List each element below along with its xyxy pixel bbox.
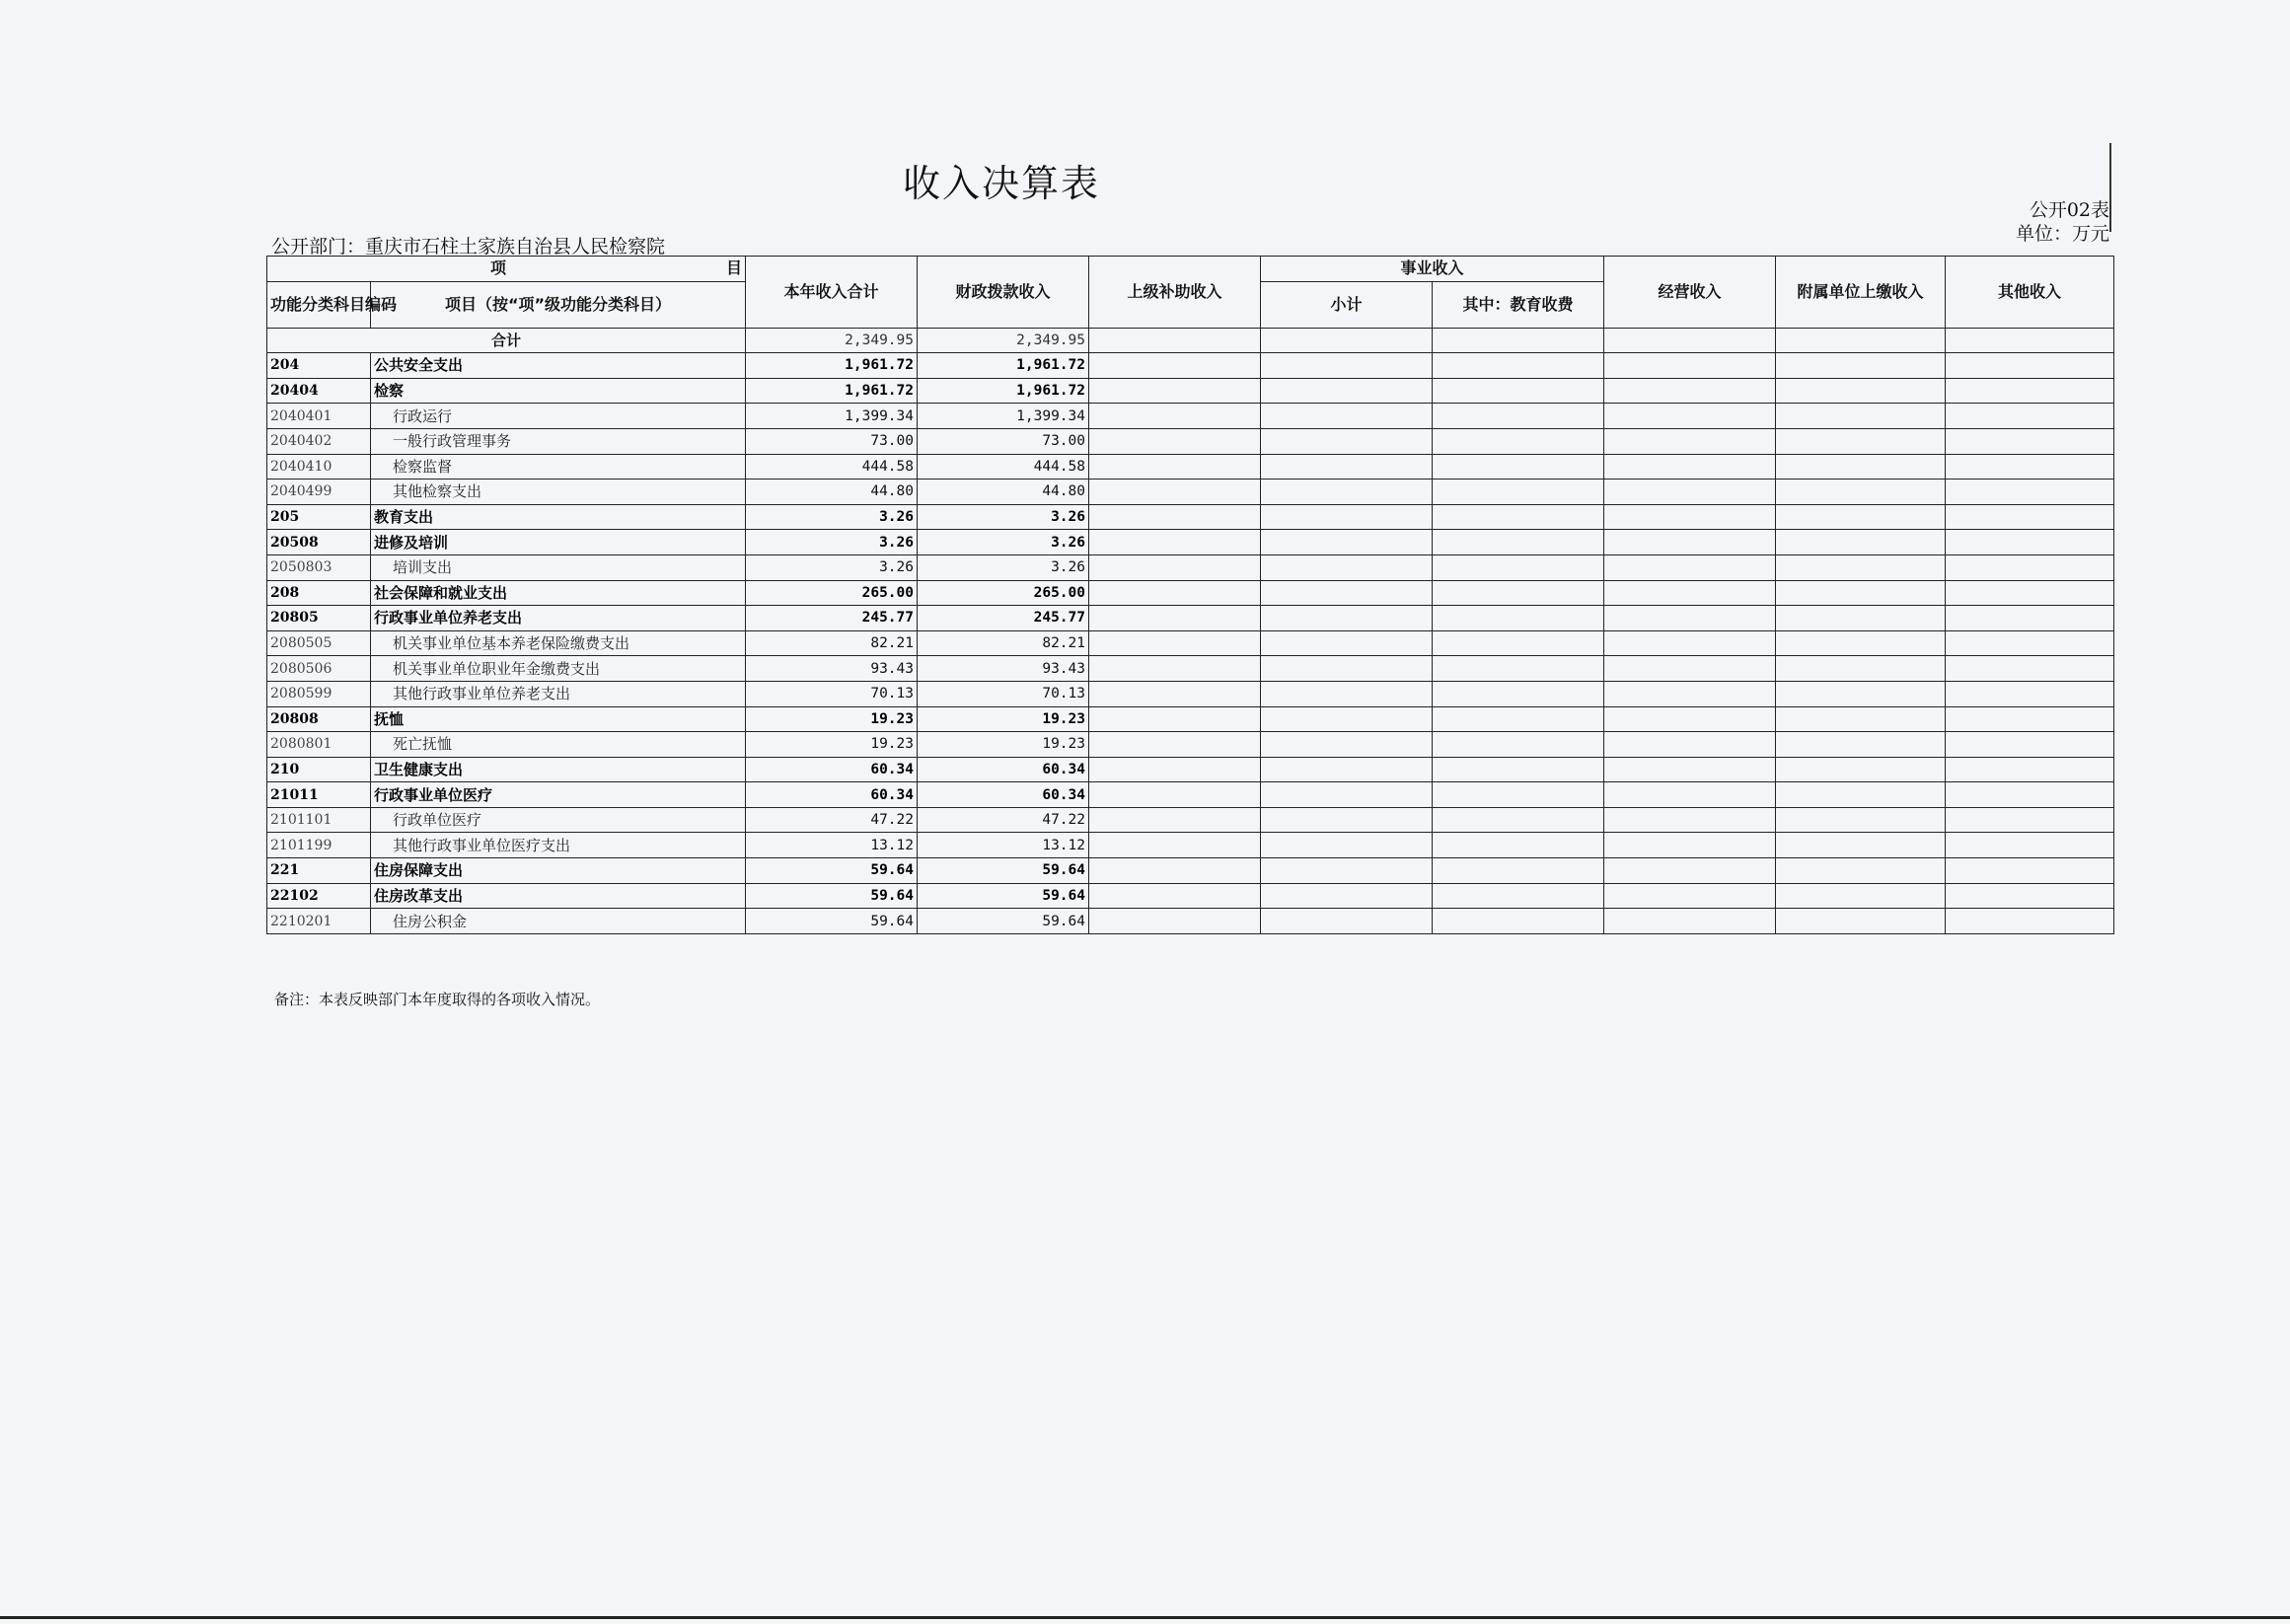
- row-total-income: 1,961.72: [746, 353, 918, 379]
- table-row: [267, 530, 2114, 555]
- row-name: 死亡抚恤: [371, 732, 746, 758]
- header-subtotal: 小计: [1261, 281, 1433, 328]
- empty-cell: [1946, 480, 2114, 505]
- row-total-income: 13.12: [746, 833, 918, 858]
- row-name: 抚恤: [371, 706, 746, 732]
- row-fiscal: 70.13: [918, 681, 1089, 706]
- table-row: [267, 353, 2114, 379]
- income-table: [266, 256, 2114, 934]
- empty-cell: [1089, 909, 1261, 934]
- empty-cell: [1776, 858, 1946, 884]
- header-name: 项目（按“项”级功能分类科目）: [371, 281, 746, 328]
- empty-cell: [1261, 428, 1433, 454]
- row-code: 20808: [267, 706, 371, 732]
- empty-cell: [1776, 353, 1946, 379]
- empty-cell: [1261, 404, 1433, 429]
- row-fiscal: 59.64: [918, 909, 1089, 934]
- empty-cell: [1261, 681, 1433, 706]
- row-total-income: 245.77: [746, 606, 918, 631]
- row-fiscal: 60.34: [918, 757, 1089, 782]
- row-total-income: 265.00: [746, 580, 918, 606]
- empty-cell: [1089, 656, 1261, 682]
- row-name: 一般行政管理事务: [371, 428, 746, 454]
- empty-cell: [1946, 630, 2114, 656]
- page-edge-line: [2109, 143, 2111, 232]
- empty-cell: [1776, 504, 1946, 530]
- empty-cell: [1089, 454, 1261, 480]
- row-total-income: 3.26: [746, 504, 918, 530]
- empty-cell: [1261, 706, 1433, 732]
- row-fiscal: 444.58: [918, 454, 1089, 480]
- empty-cell: [1089, 732, 1261, 758]
- row-total-income: 3.26: [746, 530, 918, 555]
- empty-cell: [1604, 858, 1776, 884]
- header-superior-subsidy: 上级补助收入: [1089, 257, 1261, 329]
- empty-cell: [1261, 580, 1433, 606]
- row-fiscal: 19.23: [918, 706, 1089, 732]
- row-code: 2080599: [267, 681, 371, 706]
- empty-cell: [1261, 353, 1433, 379]
- unit-label: 单位：万元: [2015, 223, 2109, 245]
- empty-cell: [1776, 656, 1946, 682]
- footnote: 备注：本表反映部门本年度取得的各项收入情况。: [274, 991, 601, 1008]
- empty-cell: [1604, 404, 1776, 429]
- empty-cell: [1776, 554, 1946, 580]
- header-other-income: 其他收入: [1946, 257, 2114, 329]
- empty-cell: [1776, 681, 1946, 706]
- page-bottom-line: [0, 1616, 2290, 1619]
- header-education-fees: 其中：教育收费: [1433, 281, 1604, 328]
- empty-cell: [1776, 404, 1946, 429]
- header-operating-income: 经营收入: [1604, 257, 1776, 329]
- empty-cell: [1776, 378, 1946, 404]
- table-row: [267, 706, 2114, 732]
- row-code: 20404: [267, 378, 371, 404]
- empty-cell: [1776, 706, 1946, 732]
- empty-cell: [1433, 833, 1604, 858]
- row-name: 检察: [371, 378, 746, 404]
- empty-cell: [1089, 554, 1261, 580]
- row-code: 204: [267, 353, 371, 379]
- empty-cell: [1604, 353, 1776, 379]
- empty-cell: [1433, 404, 1604, 429]
- table-row: [267, 580, 2114, 606]
- row-fiscal: 73.00: [918, 428, 1089, 454]
- row-code: 2080505: [267, 630, 371, 656]
- table-row: [267, 909, 2114, 934]
- empty-cell: [1089, 404, 1261, 429]
- row-fiscal: 19.23: [918, 732, 1089, 758]
- empty-cell: [1604, 454, 1776, 480]
- row-code: 2040401: [267, 404, 371, 429]
- empty-cell: [1089, 757, 1261, 782]
- row-name: 住房公积金: [371, 909, 746, 934]
- row-code: 20508: [267, 530, 371, 555]
- row-name: 行政事业单位医疗: [371, 782, 746, 808]
- row-fiscal: 265.00: [918, 580, 1089, 606]
- row-code: 2040410: [267, 454, 371, 480]
- row-name: 行政运行: [371, 404, 746, 429]
- empty-cell: [1604, 782, 1776, 808]
- row-name: 其他行政事业单位医疗支出: [371, 833, 746, 858]
- table-row: [267, 454, 2114, 480]
- row-fiscal: 59.64: [918, 883, 1089, 909]
- empty-cell: [1089, 606, 1261, 631]
- row-total-income: 59.64: [746, 883, 918, 909]
- row-total-income: 60.34: [746, 757, 918, 782]
- empty-cell: [1776, 328, 1946, 353]
- empty-cell: [1433, 630, 1604, 656]
- row-total-income: 3.26: [746, 554, 918, 580]
- empty-cell: [1776, 480, 1946, 505]
- row-name: 社会保障和就业支出: [371, 580, 746, 606]
- empty-cell: [1261, 807, 1433, 833]
- empty-cell: [1089, 858, 1261, 884]
- row-fiscal: 3.26: [918, 504, 1089, 530]
- empty-cell: [1604, 328, 1776, 353]
- empty-cell: [1604, 630, 1776, 656]
- empty-cell: [1776, 630, 1946, 656]
- table-row: [267, 606, 2114, 631]
- empty-cell: [1089, 706, 1261, 732]
- empty-cell: [1089, 782, 1261, 808]
- empty-cell: [1433, 706, 1604, 732]
- row-fiscal: 245.77: [918, 606, 1089, 631]
- row-name: 行政单位医疗: [371, 807, 746, 833]
- form-number: 公开02表: [2029, 199, 2109, 221]
- row-code: 2080801: [267, 732, 371, 758]
- row-name: 进修及培训: [371, 530, 746, 555]
- row-name: 住房改革支出: [371, 883, 746, 909]
- table-row: [267, 504, 2114, 530]
- empty-cell: [1946, 530, 2114, 555]
- empty-cell: [1089, 353, 1261, 379]
- row-name: 机关事业单位基本养老保险缴费支出: [371, 630, 746, 656]
- empty-cell: [1946, 378, 2114, 404]
- empty-cell: [1261, 757, 1433, 782]
- row-total-income: 59.64: [746, 858, 918, 884]
- empty-cell: [1946, 782, 2114, 808]
- table-row: [267, 404, 2114, 429]
- empty-cell: [1261, 883, 1433, 909]
- empty-cell: [1604, 706, 1776, 732]
- empty-cell: [1776, 530, 1946, 555]
- row-total-income: 44.80: [746, 480, 918, 505]
- empty-cell: [1089, 580, 1261, 606]
- empty-cell: [1261, 606, 1433, 631]
- empty-cell: [1604, 732, 1776, 758]
- row-total-income: 73.00: [746, 428, 918, 454]
- empty-cell: [1433, 504, 1604, 530]
- header-item: [267, 257, 746, 282]
- empty-cell: [1604, 681, 1776, 706]
- row-code: 2101101: [267, 807, 371, 833]
- row-code: 22102: [267, 883, 371, 909]
- empty-cell: [1433, 757, 1604, 782]
- row-fiscal: 44.80: [918, 480, 1089, 505]
- empty-cell: [1433, 428, 1604, 454]
- empty-cell: [1089, 328, 1261, 353]
- empty-cell: [1946, 404, 2114, 429]
- empty-cell: [1604, 656, 1776, 682]
- row-total-income: 59.64: [746, 909, 918, 934]
- table-row: [267, 833, 2114, 858]
- empty-cell: [1089, 883, 1261, 909]
- header-total-income: 本年收入合计: [746, 257, 918, 329]
- row-total-income: 444.58: [746, 454, 918, 480]
- empty-cell: [1433, 681, 1604, 706]
- empty-cell: [1946, 428, 2114, 454]
- row-total-income: 60.34: [746, 782, 918, 808]
- row-fiscal: 60.34: [918, 782, 1089, 808]
- empty-cell: [1261, 378, 1433, 404]
- row-total-income: 1,399.34: [746, 404, 918, 429]
- empty-cell: [1261, 328, 1433, 353]
- empty-cell: [1946, 328, 2114, 353]
- row-total-income: 19.23: [746, 706, 918, 732]
- table-row: [267, 656, 2114, 682]
- empty-cell: [1604, 807, 1776, 833]
- empty-cell: [1946, 833, 2114, 858]
- header-affiliated-income: 附属单位上缴收入: [1776, 257, 1946, 329]
- row-name: 行政事业单位养老支出: [371, 606, 746, 631]
- empty-cell: [1089, 504, 1261, 530]
- empty-cell: [1089, 530, 1261, 555]
- row-fiscal: 59.64: [918, 858, 1089, 884]
- empty-cell: [1946, 554, 2114, 580]
- empty-cell: [1261, 504, 1433, 530]
- empty-cell: [1089, 630, 1261, 656]
- row-total-income: 82.21: [746, 630, 918, 656]
- empty-cell: [1433, 909, 1604, 934]
- page-title: 收入决算表: [902, 162, 1100, 205]
- table-row: [267, 807, 2114, 833]
- row-fiscal: 3.26: [918, 530, 1089, 555]
- empty-cell: [1433, 353, 1604, 379]
- header-xiang: 项: [489, 258, 506, 278]
- empty-cell: [1433, 328, 1604, 353]
- row-code: 21011: [267, 782, 371, 808]
- empty-cell: [1946, 909, 2114, 934]
- total-fiscal-value: 2,349.95: [918, 328, 1089, 353]
- header-mu: 目: [725, 258, 742, 278]
- table-row: [267, 428, 2114, 454]
- row-code: 2040402: [267, 428, 371, 454]
- row-total-income: 93.43: [746, 656, 918, 682]
- empty-cell: [1776, 883, 1946, 909]
- empty-cell: [1433, 858, 1604, 884]
- empty-cell: [1089, 681, 1261, 706]
- header-code: 功能分类科目编码: [267, 281, 371, 328]
- empty-cell: [1604, 530, 1776, 555]
- empty-cell: [1433, 530, 1604, 555]
- table-row: [267, 630, 2114, 656]
- empty-cell: [1433, 883, 1604, 909]
- row-name: 其他检察支出: [371, 480, 746, 505]
- empty-cell: [1946, 606, 2114, 631]
- row-code: 2101199: [267, 833, 371, 858]
- row-fiscal: 1,961.72: [918, 353, 1089, 379]
- empty-cell: [1776, 454, 1946, 480]
- empty-cell: [1604, 883, 1776, 909]
- empty-cell: [1946, 883, 2114, 909]
- empty-cell: [1946, 681, 2114, 706]
- row-fiscal: 82.21: [918, 630, 1089, 656]
- row-name: 培训支出: [371, 554, 746, 580]
- empty-cell: [1776, 807, 1946, 833]
- header-fiscal: 财政拨款收入: [918, 257, 1089, 329]
- empty-cell: [1089, 480, 1261, 505]
- empty-cell: [1261, 554, 1433, 580]
- row-code: 221: [267, 858, 371, 884]
- row-name: 卫生健康支出: [371, 757, 746, 782]
- department-label: 公开部门：重庆市石柱土家族自治县人民检察院: [271, 236, 666, 258]
- table-row: [267, 732, 2114, 758]
- empty-cell: [1433, 580, 1604, 606]
- empty-cell: [1433, 782, 1604, 808]
- row-total-income: 19.23: [746, 732, 918, 758]
- row-name: 教育支出: [371, 504, 746, 530]
- table-row: [267, 757, 2114, 782]
- empty-cell: [1946, 504, 2114, 530]
- empty-cell: [1776, 909, 1946, 934]
- row-fiscal: 13.12: [918, 833, 1089, 858]
- empty-cell: [1776, 732, 1946, 758]
- empty-cell: [1946, 732, 2114, 758]
- table-row: [267, 782, 2114, 808]
- empty-cell: [1433, 807, 1604, 833]
- row-name: 公共安全支出: [371, 353, 746, 379]
- row-code: 2080506: [267, 656, 371, 682]
- table-row: [267, 858, 2114, 884]
- empty-cell: [1433, 606, 1604, 631]
- total-income-value: 2,349.95: [746, 328, 918, 353]
- empty-cell: [1433, 454, 1604, 480]
- empty-cell: [1946, 656, 2114, 682]
- row-code: 2050803: [267, 554, 371, 580]
- empty-cell: [1604, 580, 1776, 606]
- total-row: [267, 328, 2114, 353]
- row-fiscal: 1,399.34: [918, 404, 1089, 429]
- empty-cell: [1261, 454, 1433, 480]
- empty-cell: [1604, 378, 1776, 404]
- row-code: 2210201: [267, 909, 371, 934]
- table-row: [267, 883, 2114, 909]
- table-row: [267, 378, 2114, 404]
- empty-cell: [1946, 353, 2114, 379]
- row-code: 20805: [267, 606, 371, 631]
- row-code: 2040499: [267, 480, 371, 505]
- empty-cell: [1261, 656, 1433, 682]
- row-code: 210: [267, 757, 371, 782]
- empty-cell: [1261, 858, 1433, 884]
- empty-cell: [1604, 428, 1776, 454]
- empty-cell: [1776, 757, 1946, 782]
- empty-cell: [1946, 580, 2114, 606]
- row-fiscal: 93.43: [918, 656, 1089, 682]
- empty-cell: [1946, 858, 2114, 884]
- row-code: 205: [267, 504, 371, 530]
- table-row: [267, 554, 2114, 580]
- empty-cell: [1946, 807, 2114, 833]
- empty-cell: [1946, 454, 2114, 480]
- empty-cell: [1261, 530, 1433, 555]
- empty-cell: [1946, 757, 2114, 782]
- empty-cell: [1261, 732, 1433, 758]
- empty-cell: [1261, 782, 1433, 808]
- empty-cell: [1776, 782, 1946, 808]
- row-total-income: 70.13: [746, 681, 918, 706]
- empty-cell: [1261, 630, 1433, 656]
- row-total-income: 1,961.72: [746, 378, 918, 404]
- empty-cell: [1089, 428, 1261, 454]
- empty-cell: [1261, 909, 1433, 934]
- row-code: 208: [267, 580, 371, 606]
- empty-cell: [1089, 378, 1261, 404]
- empty-cell: [1946, 706, 2114, 732]
- empty-cell: [1776, 833, 1946, 858]
- header-business-income: 事业收入: [1261, 257, 1604, 282]
- empty-cell: [1261, 833, 1433, 858]
- empty-cell: [1089, 833, 1261, 858]
- row-fiscal: 1,961.72: [918, 378, 1089, 404]
- total-label: 合计: [267, 328, 746, 353]
- empty-cell: [1604, 606, 1776, 631]
- empty-cell: [1433, 480, 1604, 505]
- empty-cell: [1776, 580, 1946, 606]
- empty-cell: [1604, 909, 1776, 934]
- row-name: 住房保障支出: [371, 858, 746, 884]
- empty-cell: [1261, 480, 1433, 505]
- empty-cell: [1604, 480, 1776, 505]
- empty-cell: [1433, 554, 1604, 580]
- table-row: [267, 681, 2114, 706]
- empty-cell: [1604, 757, 1776, 782]
- empty-cell: [1089, 807, 1261, 833]
- empty-cell: [1604, 504, 1776, 530]
- row-name: 机关事业单位职业年金缴费支出: [371, 656, 746, 682]
- empty-cell: [1433, 656, 1604, 682]
- row-fiscal: 47.22: [918, 807, 1089, 833]
- empty-cell: [1604, 554, 1776, 580]
- empty-cell: [1433, 732, 1604, 758]
- empty-cell: [1776, 606, 1946, 631]
- table-row: [267, 480, 2114, 505]
- row-total-income: 47.22: [746, 807, 918, 833]
- empty-cell: [1433, 378, 1604, 404]
- row-name: 检察监督: [371, 454, 746, 480]
- empty-cell: [1776, 428, 1946, 454]
- row-fiscal: 3.26: [918, 554, 1089, 580]
- row-name: 其他行政事业单位养老支出: [371, 681, 746, 706]
- empty-cell: [1604, 833, 1776, 858]
